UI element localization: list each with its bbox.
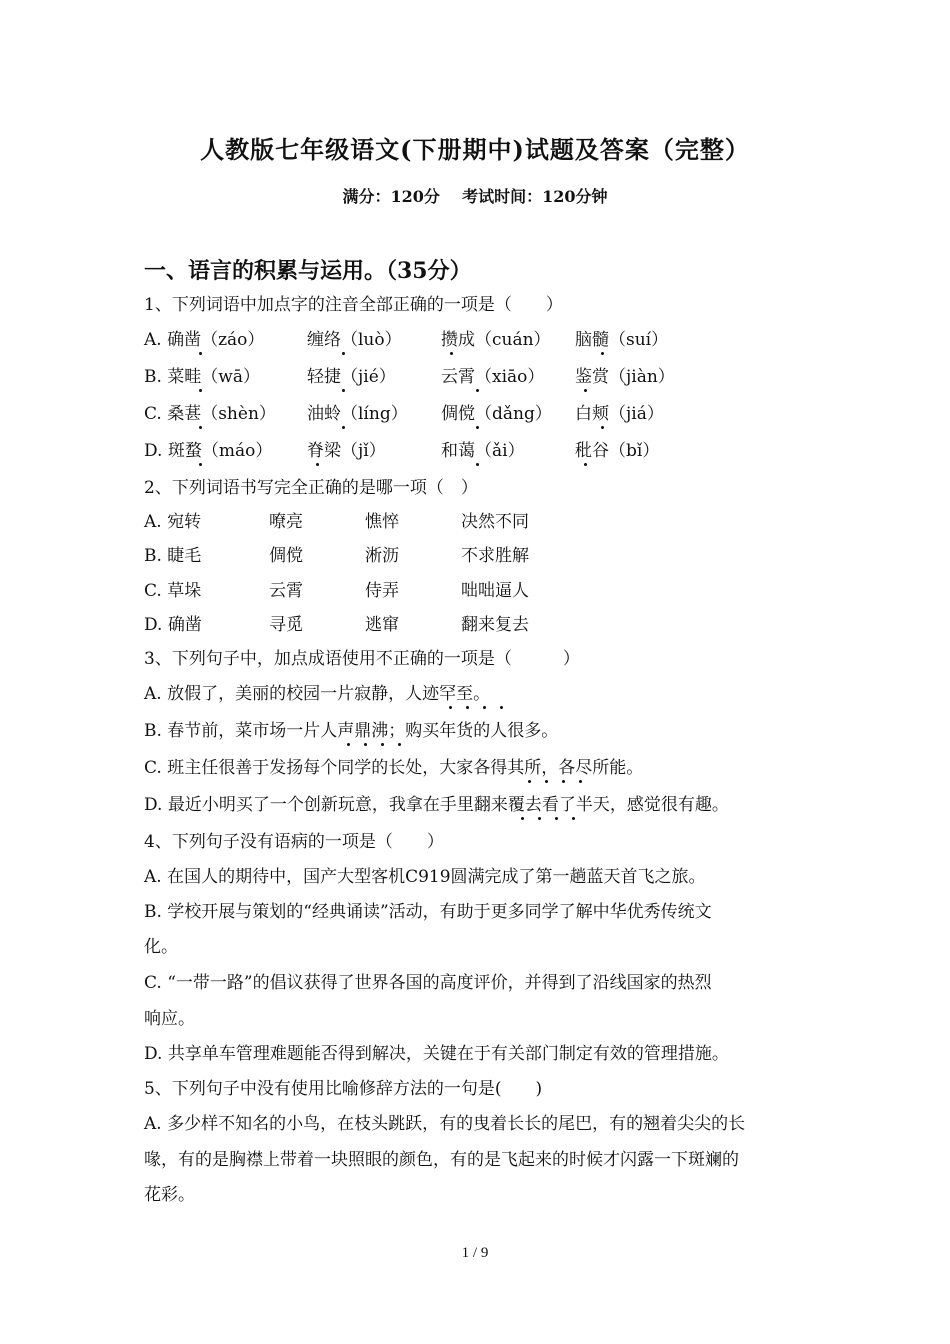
- option-cell: 轻捷（jié）: [307, 367, 396, 387]
- option-cell: C. 草垛: [144, 581, 202, 601]
- option-cell: 侍弄: [365, 581, 399, 601]
- question-4-line: C. “一带一路”的倡议获得了世界各国的高度评价，并得到了沿线国家的热烈: [144, 973, 712, 993]
- emphasis-dot: [398, 743, 401, 746]
- emphasis-dot: [562, 780, 565, 783]
- emphasis-dot: [476, 426, 479, 429]
- option-cell: 咄咄逼人: [461, 581, 529, 601]
- question-4-line: B. 学校开展与策划的“经典诵读”活动，有助于更多同学了解中华优秀传统文: [144, 902, 712, 922]
- option-cell: 攒成（cuán）: [441, 330, 551, 350]
- page-number: 1 / 9: [461, 1245, 489, 1261]
- option-cell: B. 睫毛: [144, 546, 202, 566]
- emphasis-dot: [342, 389, 345, 392]
- emphasis-dot: [483, 706, 486, 709]
- section-heading: 一、语言的积累与运用。（35分）: [144, 258, 472, 284]
- emphasis-dot: [342, 426, 345, 429]
- question-4-line: A. 在国人的期待中，国产大型客机C919圆满完成了第一趟蓝天首飞之旅。: [144, 867, 706, 887]
- emphasis-dot: [555, 817, 558, 820]
- question-3-option-b: B. 春节前，菜市场一片人声鼎沸；购买年货的人很多。: [144, 721, 559, 741]
- question-3-option-d: D. 最近小明买了一个创新玩意，我拿在手里翻来覆去看了半天，感觉很有趣。: [144, 795, 729, 815]
- emphasis-dot: [381, 743, 384, 746]
- option-cell: 脑髓（suí）: [575, 330, 669, 350]
- emphasis-dot: [476, 389, 479, 392]
- question-2-stem: 2、下列词语书写完全正确的是哪一项（ ）: [144, 478, 478, 498]
- emphasis-dot: [476, 463, 479, 466]
- doc-subtitle: 满分：120分 考试时间：120分钟: [342, 187, 608, 206]
- emphasis-dot: [572, 817, 575, 820]
- emphasis-dot: [584, 389, 587, 392]
- question-1-stem: 1、下列词语中加点字的注音全部正确的一项是（ ）: [144, 295, 563, 315]
- option-cell: 嘹亮: [269, 512, 303, 532]
- emphasis-dot: [538, 817, 541, 820]
- option-cell: 不求胜解: [461, 546, 529, 566]
- emphasis-dot: [521, 817, 524, 820]
- question-5-line: 喙，有的是胸襟上带着一块照眼的颜色，有的是飞起来的时候才闪露一下斑斓的: [144, 1150, 739, 1170]
- option-cell: 缠络（luò）: [307, 330, 402, 350]
- option-cell: 翻来复去: [461, 615, 529, 635]
- question-5-stem: 5、下列句子中没有使用比喻修辞方法的一句是( ): [144, 1079, 543, 1099]
- option-cell: 逃窜: [365, 615, 399, 635]
- emphasis-dot: [199, 426, 202, 429]
- question-4-line: 响应。: [144, 1009, 195, 1029]
- question-4-line: 化。: [144, 937, 178, 957]
- option-cell: 秕谷（bǐ）: [575, 441, 660, 461]
- emphasis-dot: [199, 352, 202, 355]
- emphasis-dot: [466, 706, 469, 709]
- option-cell: 憔悴: [365, 512, 399, 532]
- question-4-line: D. 共享单车管理难题能否得到解决，关键在于有关部门制定有效的管理措施。: [144, 1044, 729, 1064]
- option-cell: 倜傥（dǎng）: [441, 404, 552, 424]
- option-cell: 脊梁（jǐ）: [307, 441, 386, 461]
- emphasis-dot: [500, 706, 503, 709]
- option-cell: 和蔼（ǎi）: [441, 441, 525, 461]
- question-5-line: 花彩。: [144, 1185, 195, 1205]
- option-cell: 云霄: [269, 581, 303, 601]
- emphasis-dot: [364, 743, 367, 746]
- option-cell: 白颊（jiá）: [575, 404, 664, 424]
- option-cell: B. 菜畦（wā）: [144, 367, 260, 387]
- question-3-option-a: A. 放假了，美丽的校园一片寂静，人迹罕至。: [144, 684, 491, 704]
- option-cell: 倜傥: [269, 546, 303, 566]
- doc-title: 人教版七年级语文(下册期中)试题及答案（完整）: [200, 135, 750, 164]
- option-cell: 寻觅: [269, 615, 303, 635]
- option-cell: A. 确凿（záo）: [144, 330, 265, 350]
- option-cell: A. 宛转: [144, 512, 202, 532]
- emphasis-dot: [316, 463, 319, 466]
- emphasis-dot: [601, 426, 604, 429]
- emphasis-dot: [450, 352, 453, 355]
- emphasis-dot: [584, 463, 587, 466]
- emphasis-dot: [601, 352, 604, 355]
- question-5-line: A. 多少样不知名的小鸟，在枝头跳跃，有的曳着长长的尾巴，有的翘着尖尖的长: [144, 1114, 746, 1134]
- question-3-stem: 3、下列句子中，加点成语使用不正确的一项是（ ）: [144, 649, 580, 669]
- emphasis-dot: [347, 743, 350, 746]
- question-4-stem: 4、下列句子没有语病的一项是（ ）: [144, 832, 444, 852]
- question-3-option-c: C. 班主任很善于发扬每个同学的长处，大家各得其所，各尽所能。: [144, 758, 644, 778]
- option-cell: 决然不同: [461, 512, 529, 532]
- option-cell: C. 桑葚（shèn）: [144, 404, 276, 424]
- emphasis-dot: [199, 389, 202, 392]
- emphasis-dot: [449, 706, 452, 709]
- option-cell: D. 斑蝥（máo）: [144, 441, 273, 461]
- emphasis-dot: [545, 780, 548, 783]
- emphasis-dot: [528, 780, 531, 783]
- emphasis-dot: [199, 463, 202, 466]
- emphasis-dot: [579, 780, 582, 783]
- option-cell: 淅沥: [365, 546, 399, 566]
- option-cell: D. 确凿: [144, 615, 202, 635]
- option-cell: 鉴赏（jiàn）: [575, 367, 675, 387]
- option-cell: 油蛉（líng）: [307, 404, 408, 424]
- option-cell: 云霄（xiāo）: [441, 367, 545, 387]
- emphasis-dot: [342, 352, 345, 355]
